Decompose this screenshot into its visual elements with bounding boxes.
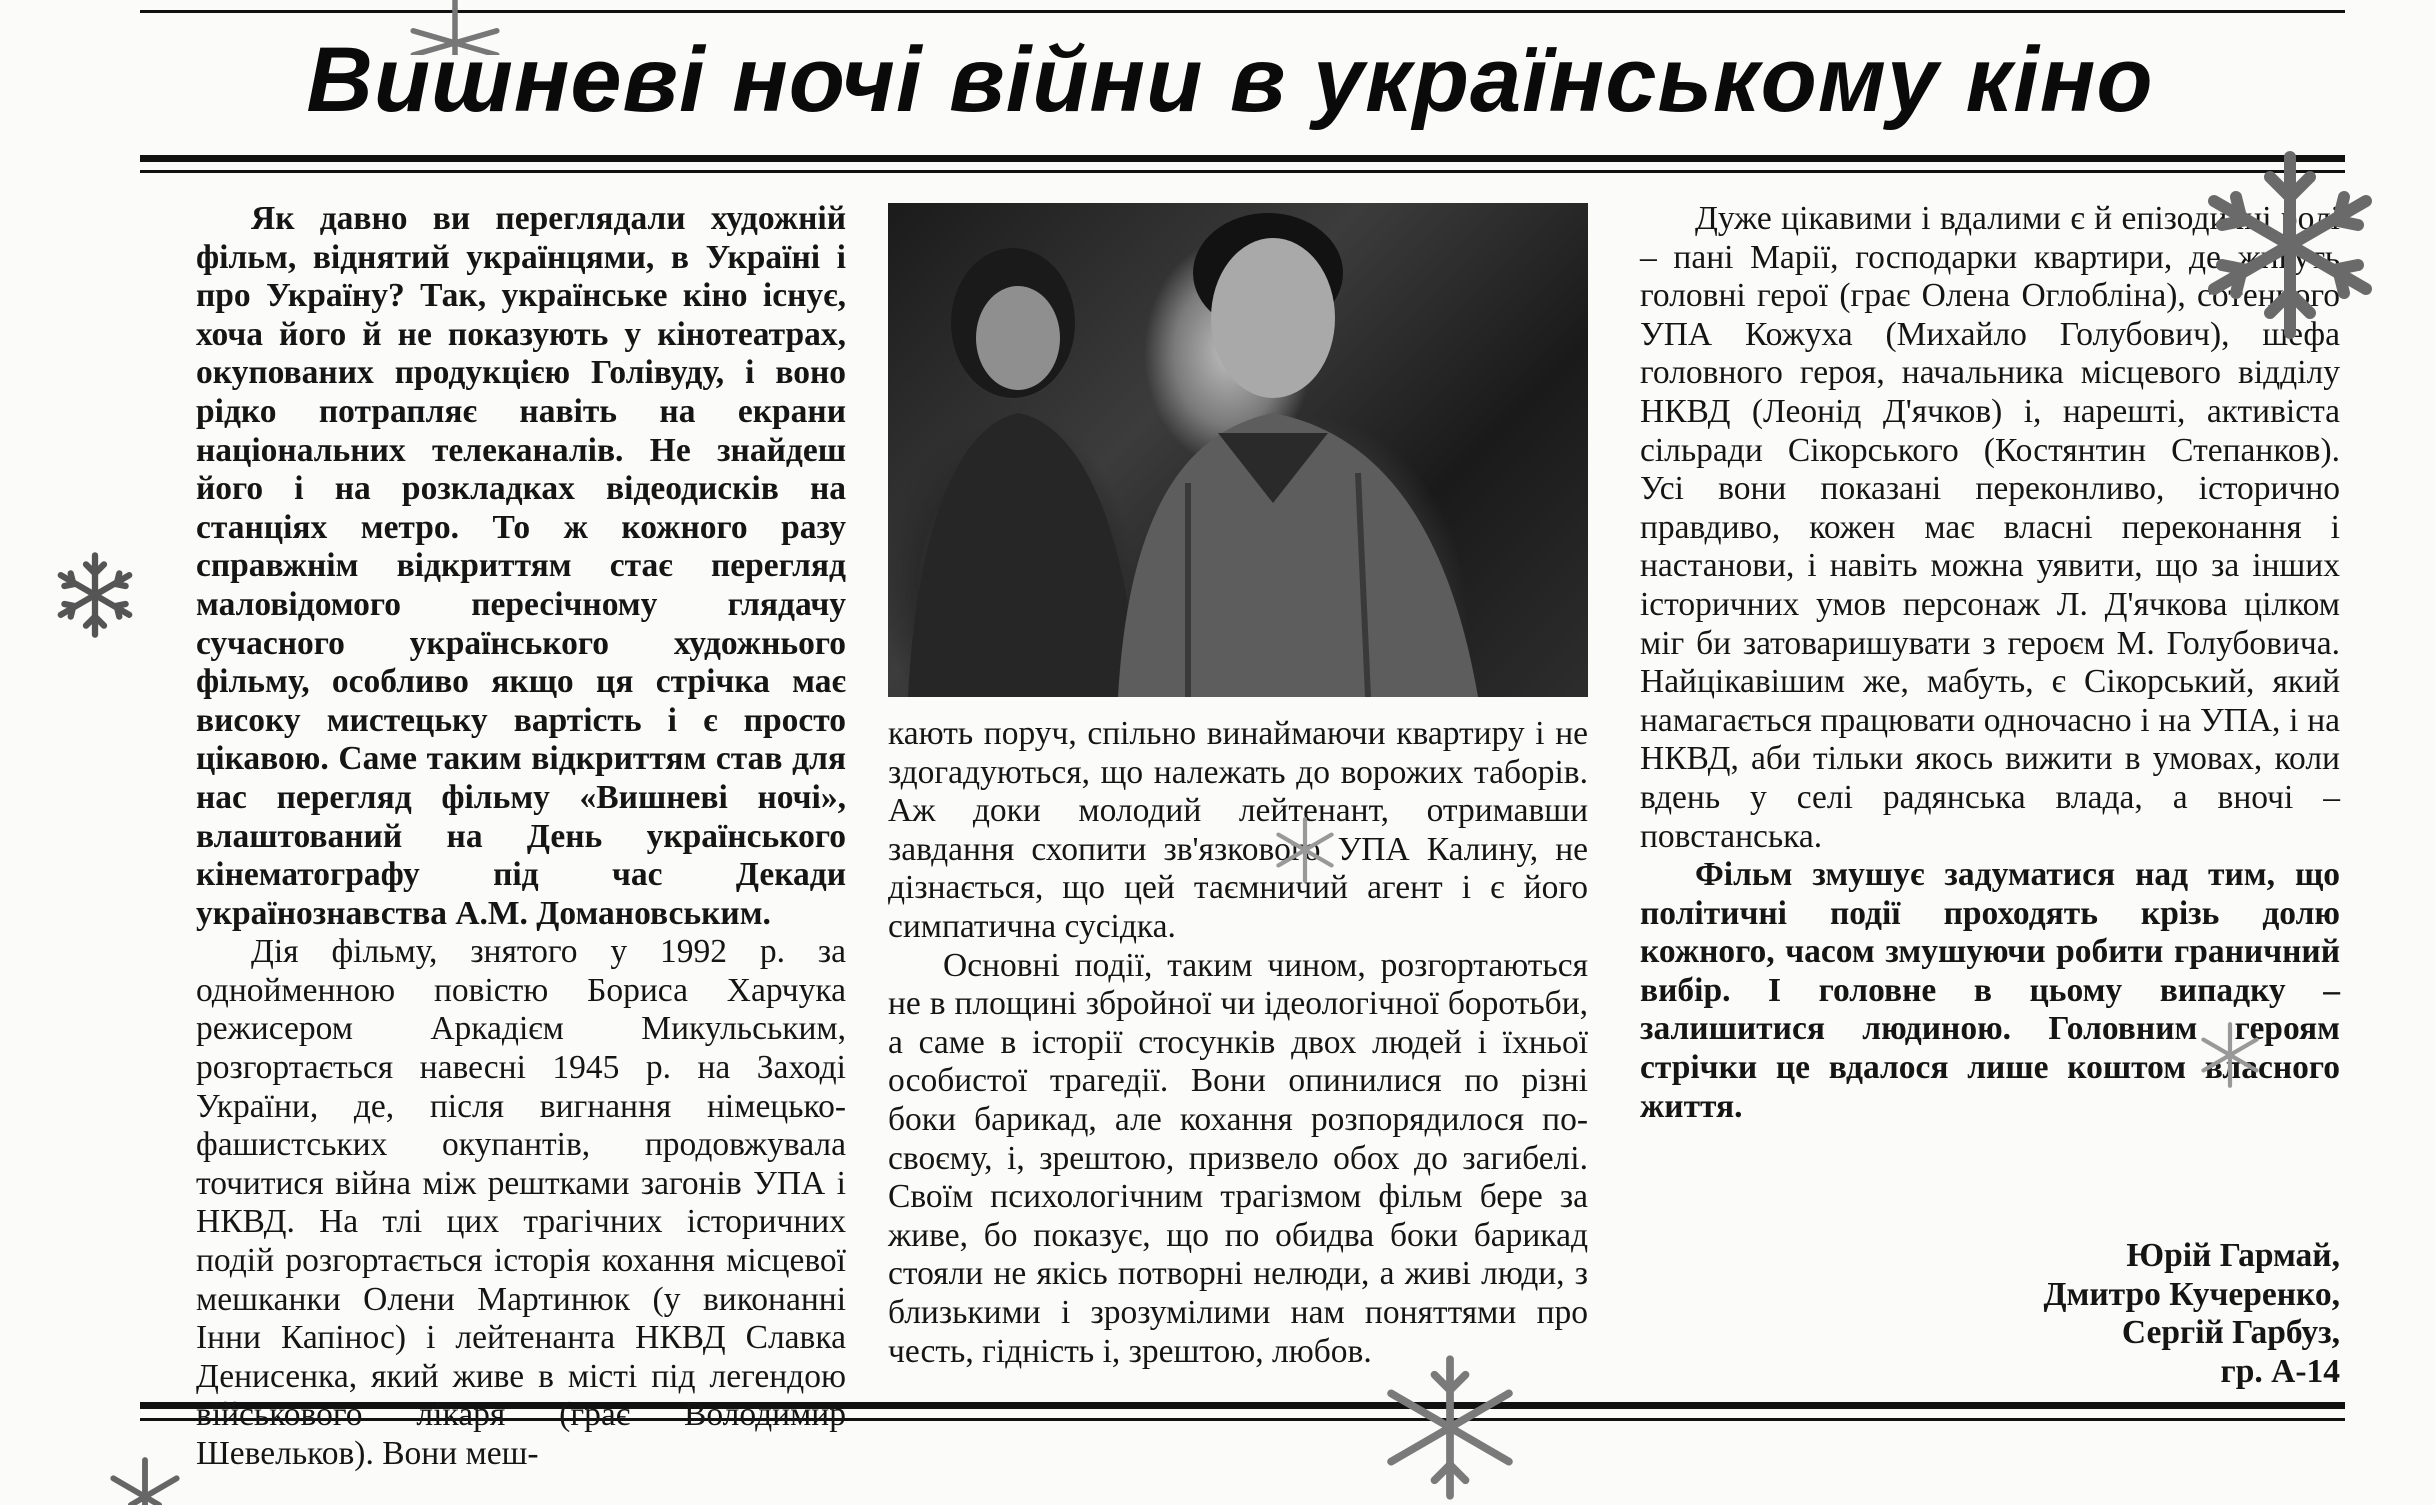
- headline-rule-upper: [140, 155, 2345, 162]
- photo-figures: [888, 203, 1588, 697]
- paragraph: Дія фільму, знятого у 1992 р. за однойменною повістю Бориса Харчука режисером Аркадієм Микульським, розгортається навесні 1945 р. на Заході України, де, після вигнання німецько-фашистських окупантів, продовжувала точитися війна між рештками загонів УПА і НКВД. На тлі цих трагічних історичних подій розгортається історія кохання місцевої мешканки Олени Мартинюк (у виконанні Інни Капінос) і лейтенанта НКВД Славка Денисенка, який живе в місті під легендою військового лікаря (грає Володимир Шевельков). Вони меш-: [196, 933, 846, 1472]
- snowflake-icon: [50, 550, 140, 640]
- snowflake-icon: [1270, 815, 1340, 885]
- column-middle: [888, 715, 1588, 1371]
- author-name: Дмитро Кучеренко,: [2043, 1275, 2340, 1313]
- snowflake-icon: [1350, 1350, 1550, 1505]
- author-signature: [1640, 1237, 2340, 1391]
- paragraph: Дуже цікавими і вдалими є й епізодичні ролі – пані Марії, господарки квартири, де живуть головні герої (грає Олена Оглобліна), сотенного УПА Кожуха (Михайло Голубович), шефа головного героя, начальника місцевого відділу НКВД (Леонід Д'ячков) і, нарешті, активіста сільради Сікорського (Костянтин Степанков). Усі вони показані переконливо, історично правдиво, кожен має власні переконання і настанови, і навіть можна уявити, що за інших історичних умов персонаж Л. Д'ячкова цілком міг би затоваришувати з героєм М. Голубовича. Найцікавішим же, мабуть, є Сікорський, який намагається працювати одночасно і на УПА, і на НКВД, аби тільки якось вижити в умовах, коли вдень у селі радянська влада, а вночі – повстанська.: [1640, 200, 2340, 855]
- snowflake-icon: [2190, 145, 2390, 345]
- film-still-photo: [888, 203, 1588, 697]
- author-group: гр. А-14: [2220, 1352, 2340, 1390]
- author-name: Сергій Гарбуз,: [2121, 1314, 2340, 1352]
- snowflake-icon: [2195, 1020, 2265, 1090]
- snowflake-icon: [400, 0, 510, 55]
- column-left: [196, 200, 846, 1474]
- paragraph: Основні події, таким чином, розгортаються не в площині збройної чи ідеологічної боротьби, а саме в історії стосунків двох людей і їхньої особистої трагедії. Вони опинилися по різні боки барикад, але кохання розпорядилося по-своєму, і, зрештою, призвело обох до загибелі. Своїм психологічним трагізмом фільм бере за живе, бо показує, що по обидва боки барикад стояли не якісь потворні нелюди, а живі люди, з близькими і зрозумілими нам поняттями про честь, гідність і, зрештою, любов.: [888, 946, 1588, 1370]
- lead-paragraph: Як давно ви переглядали художній фільм, віднятий українцями, в Україні і про Україну? Так, українське кіно існує, хоча його й не показують у кінотеатрах, окупованих продукцією Голівуду, і воно рідко потрапляє навіть на екрани національних телеканалів. Не знайдеш його і на розкладках відеодисків на станціях метро. То ж кожного разу справжнім відкриттям стає перегляд маловідомого пересічному глядачу сучасного українського художнього фільму, особливо якщо ця стрічка має високу мистецьку вартість і є просто цікавою. Саме таким відкриттям став для нас перегляд фільму «Вишневі ночі», влаштований на День українського кінематографу під час Декади українознавства А.М. Домановським.: [196, 200, 846, 932]
- author-name: Юрій Гармай,: [2126, 1237, 2340, 1274]
- headline-rule-lower: [140, 170, 2345, 173]
- page-title: Вишневі ночі війни в українському кіно: [306, 28, 2154, 131]
- closing-paragraph: Фільм змушує задуматися над тим, що політичні події проходять крізь долю кожного, часом змушуючи робити граничний вибір. І головне в цьому випадку – залишитися людиною. Головним героям стрічки це вдалося лише коштом власного життя.: [1640, 856, 2340, 1125]
- paragraph: кають поруч, спільно винаймаючи квартиру і не здогадуються, що належать до ворожих таборів. Аж доки молодий лейтенант, отримавши завдання схопити зв'язкового УПА Калину, не дізнається, що цей таємничий агент і є його симпатична сусідка.: [888, 715, 1588, 945]
- snowflake-icon: [100, 1455, 190, 1505]
